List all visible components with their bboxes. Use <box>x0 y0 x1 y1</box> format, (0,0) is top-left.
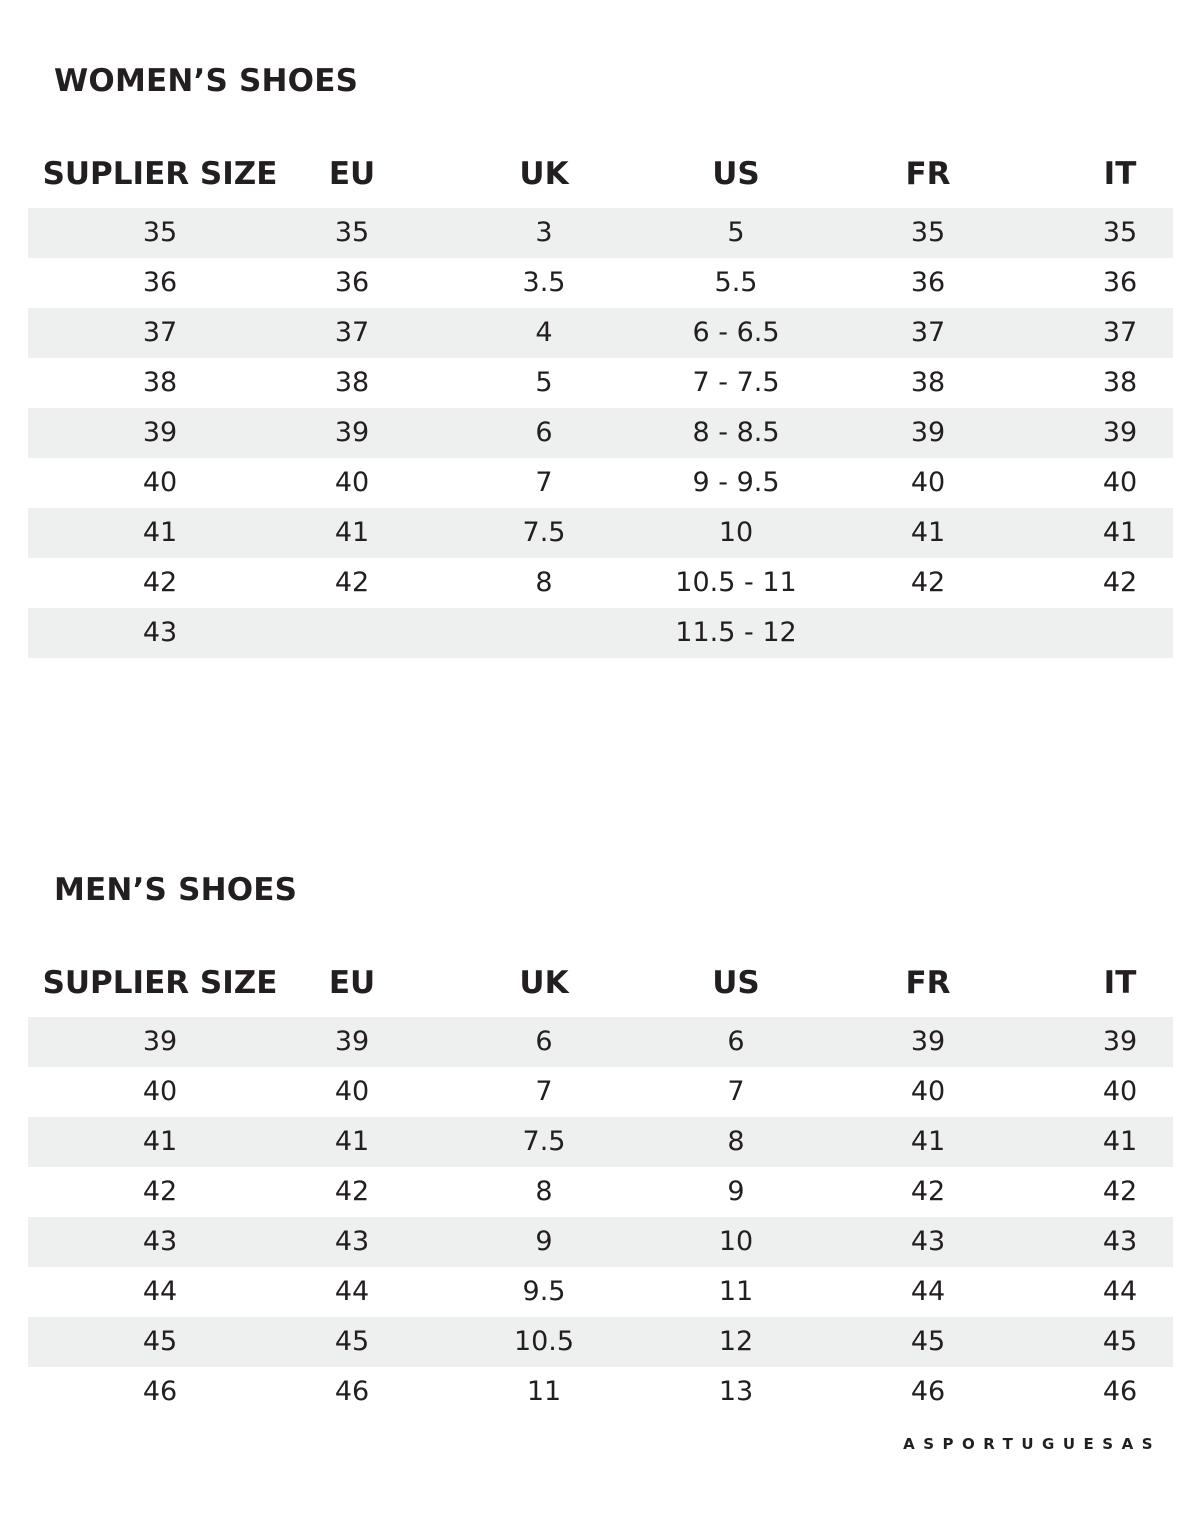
cell-suplier-size: 37 <box>142 317 178 348</box>
cell-it: 37 <box>1102 317 1138 348</box>
cell-uk: 7.5 <box>522 517 566 548</box>
table-row <box>28 1217 1173 1267</box>
cell-fr: 46 <box>910 1376 946 1407</box>
cell-us: 7 <box>727 1076 745 1107</box>
cell-us: 5 <box>727 217 745 248</box>
cell-eu: 41 <box>334 1126 370 1157</box>
table-row <box>28 508 1173 558</box>
table-row <box>28 408 1173 458</box>
cell-suplier-size: 41 <box>142 1126 178 1157</box>
cell-fr: 36 <box>910 267 946 298</box>
cell-eu: 42 <box>334 567 370 598</box>
cell-uk: 7.5 <box>522 1126 566 1157</box>
cell-fr: 44 <box>910 1276 946 1307</box>
cell-uk: 9 <box>535 1226 553 1257</box>
cell-us: 13 <box>718 1376 754 1407</box>
cell-it: 38 <box>1102 367 1138 398</box>
cell-eu: 40 <box>334 1076 370 1107</box>
header-it: IT <box>1103 156 1137 192</box>
table-row <box>28 1167 1173 1217</box>
cell-fr: 40 <box>910 1076 946 1107</box>
cell-us: 7 - 7.5 <box>692 367 780 398</box>
cell-fr: 41 <box>910 517 946 548</box>
cell-us: 9 <box>727 1176 745 1207</box>
brand-logo: ASPORTUGUESAS <box>903 1435 1161 1453</box>
cell-it: 40 <box>1102 467 1138 498</box>
cell-us: 5.5 <box>714 267 758 298</box>
table-row <box>28 1367 1173 1417</box>
cell-eu: 39 <box>334 1026 370 1057</box>
cell-it: 39 <box>1102 417 1138 448</box>
cell-us: 12 <box>718 1326 754 1357</box>
table-row <box>28 208 1173 258</box>
cell-eu: 45 <box>334 1326 370 1357</box>
cell-uk: 3 <box>535 217 553 248</box>
header-suplier-size: SUPLIER SIZE <box>42 965 278 1001</box>
cell-eu: 35 <box>334 217 370 248</box>
cell-us: 8 - 8.5 <box>692 417 780 448</box>
cell-eu: 43 <box>334 1226 370 1257</box>
table-row <box>28 608 1173 658</box>
cell-uk: 8 <box>535 1176 553 1207</box>
header-it: IT <box>1103 965 1137 1001</box>
cell-it: 46 <box>1102 1376 1138 1407</box>
header-eu: EU <box>328 965 376 1001</box>
cell-eu: 36 <box>334 267 370 298</box>
cell-fr: 45 <box>910 1326 946 1357</box>
mens-shoes-title: MEN’S SHOES <box>54 872 298 908</box>
table-row <box>28 1267 1173 1317</box>
cell-it: 41 <box>1102 1126 1138 1157</box>
table-row <box>28 258 1173 308</box>
cell-suplier-size: 45 <box>142 1326 178 1357</box>
cell-fr: 39 <box>910 417 946 448</box>
cell-suplier-size: 40 <box>142 467 178 498</box>
cell-suplier-size: 42 <box>142 1176 178 1207</box>
cell-uk: 3.5 <box>522 267 566 298</box>
cell-suplier-size: 36 <box>142 267 178 298</box>
cell-it: 44 <box>1102 1276 1138 1307</box>
cell-us: 6 - 6.5 <box>692 317 780 348</box>
cell-suplier-size: 43 <box>142 1226 178 1257</box>
table-header-row <box>28 150 1173 208</box>
header-eu: EU <box>328 156 376 192</box>
cell-it: 35 <box>1102 217 1138 248</box>
table-row <box>28 308 1173 358</box>
cell-it: 43 <box>1102 1226 1138 1257</box>
cell-us: 11.5 - 12 <box>675 617 797 648</box>
cell-us: 6 <box>727 1026 745 1057</box>
cell-uk: 6 <box>535 417 553 448</box>
cell-uk: 7 <box>535 467 553 498</box>
cell-uk: 10.5 <box>513 1326 575 1357</box>
cell-us: 8 <box>727 1126 745 1157</box>
cell-eu: 42 <box>334 1176 370 1207</box>
cell-suplier-size: 42 <box>142 567 178 598</box>
header-suplier-size: SUPLIER SIZE <box>42 156 278 192</box>
cell-fr: 42 <box>910 567 946 598</box>
table-header-row <box>28 959 1173 1017</box>
cell-fr: 40 <box>910 467 946 498</box>
header-us: US <box>712 156 760 192</box>
cell-suplier-size: 44 <box>142 1276 178 1307</box>
cell-eu: 38 <box>334 367 370 398</box>
header-fr: FR <box>905 965 951 1001</box>
cell-fr: 37 <box>910 317 946 348</box>
cell-eu: 46 <box>334 1376 370 1407</box>
header-us: US <box>712 965 760 1001</box>
cell-it: 39 <box>1102 1026 1138 1057</box>
header-fr: FR <box>905 156 951 192</box>
cell-it: 42 <box>1102 567 1138 598</box>
cell-it: 40 <box>1102 1076 1138 1107</box>
cell-it: 42 <box>1102 1176 1138 1207</box>
cell-fr: 43 <box>910 1226 946 1257</box>
cell-eu: 37 <box>334 317 370 348</box>
cell-it: 36 <box>1102 267 1138 298</box>
header-uk: UK <box>519 965 569 1001</box>
table-row <box>28 1017 1173 1067</box>
cell-suplier-size: 40 <box>142 1076 178 1107</box>
cell-suplier-size: 39 <box>142 1026 178 1057</box>
table-row <box>28 1067 1173 1117</box>
cell-suplier-size: 46 <box>142 1376 178 1407</box>
table-row <box>28 458 1173 508</box>
cell-uk: 8 <box>535 567 553 598</box>
cell-eu: 44 <box>334 1276 370 1307</box>
cell-us: 9 - 9.5 <box>692 467 780 498</box>
table-row <box>28 1117 1173 1167</box>
womens-shoes-title: WOMEN’S SHOES <box>54 63 359 99</box>
cell-us: 11 <box>718 1276 754 1307</box>
table-row <box>28 558 1173 608</box>
cell-us: 10 <box>718 1226 754 1257</box>
table-row <box>28 358 1173 408</box>
cell-fr: 41 <box>910 1126 946 1157</box>
cell-uk: 4 <box>535 317 553 348</box>
cell-suplier-size: 43 <box>142 617 178 648</box>
cell-eu: 39 <box>334 417 370 448</box>
cell-eu: 41 <box>334 517 370 548</box>
cell-suplier-size: 38 <box>142 367 178 398</box>
cell-fr: 38 <box>910 367 946 398</box>
header-uk: UK <box>519 156 569 192</box>
cell-fr: 35 <box>910 217 946 248</box>
cell-fr: 42 <box>910 1176 946 1207</box>
table-row <box>28 1317 1173 1367</box>
mens-size-table <box>28 959 1173 1417</box>
cell-suplier-size: 41 <box>142 517 178 548</box>
cell-suplier-size: 35 <box>142 217 178 248</box>
cell-suplier-size: 39 <box>142 417 178 448</box>
cell-us: 10 <box>718 517 754 548</box>
cell-uk: 6 <box>535 1026 553 1057</box>
womens-size-table <box>28 150 1173 658</box>
cell-uk: 5 <box>535 367 553 398</box>
cell-fr: 39 <box>910 1026 946 1057</box>
cell-uk: 7 <box>535 1076 553 1107</box>
cell-uk: 9.5 <box>522 1276 566 1307</box>
cell-eu: 40 <box>334 467 370 498</box>
cell-it: 45 <box>1102 1326 1138 1357</box>
cell-us: 10.5 - 11 <box>675 567 797 598</box>
cell-uk: 11 <box>526 1376 562 1407</box>
cell-it: 41 <box>1102 517 1138 548</box>
